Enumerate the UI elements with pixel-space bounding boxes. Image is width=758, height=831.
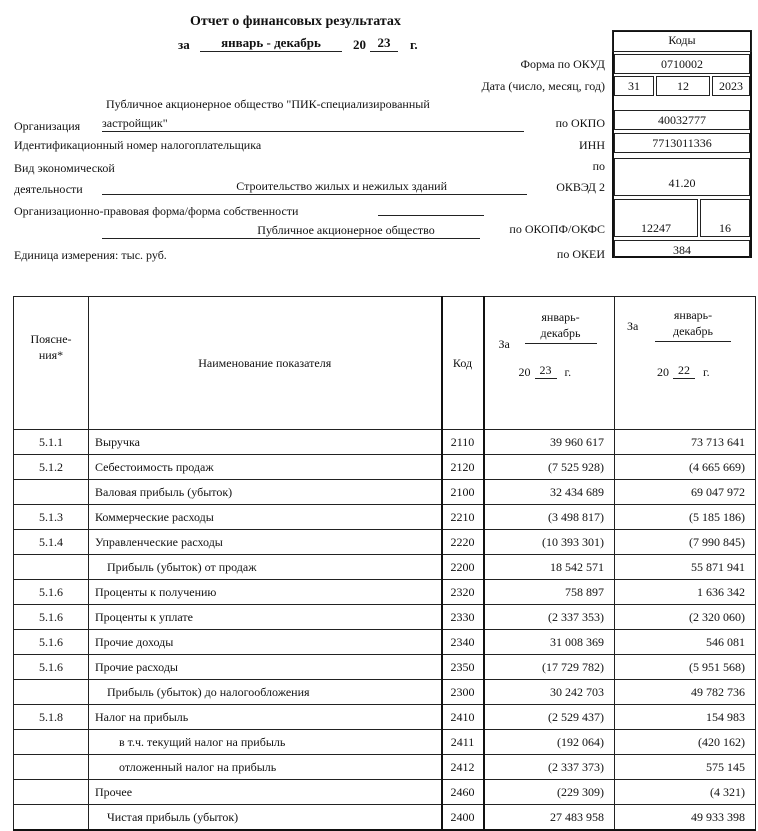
row-value-2022: (4 665 669) bbox=[615, 455, 756, 480]
row-value-2022: (2 320 060) bbox=[615, 605, 756, 630]
table-row bbox=[14, 630, 756, 655]
table-row bbox=[14, 480, 756, 505]
row-value-2023: (2 337 373) bbox=[484, 755, 615, 780]
row-kod: 2350 bbox=[442, 655, 484, 680]
row-kod: 2340 bbox=[442, 630, 484, 655]
col-header-2023 bbox=[484, 297, 615, 430]
col-header-note-text: Поясне-ния* bbox=[30, 332, 72, 362]
codes-header: Коды bbox=[612, 30, 752, 52]
row-name: Прочие доходы bbox=[89, 630, 442, 655]
row-kod: 2412 bbox=[442, 755, 484, 780]
row-name: Чистая прибыль (убыток) bbox=[89, 805, 442, 831]
date-label: Дата (число, месяц, год) bbox=[481, 79, 605, 93]
col-header-2023-g: г. bbox=[564, 365, 572, 379]
form-value bbox=[102, 223, 480, 239]
table-row bbox=[14, 755, 756, 780]
row-note bbox=[14, 755, 89, 780]
row-value-2023: 39 960 617 bbox=[484, 430, 615, 455]
row-value-2023: (192 064) bbox=[484, 730, 615, 755]
table-row bbox=[14, 555, 756, 580]
activity-value bbox=[102, 179, 527, 195]
report-period: январь - декабрь bbox=[200, 35, 342, 52]
table-row bbox=[14, 655, 756, 680]
row-value-2023: 27 483 958 bbox=[484, 805, 615, 831]
okved-value: 41.20 bbox=[614, 158, 750, 196]
row-name: Прибыль (убыток) от продаж bbox=[89, 555, 442, 580]
table-row bbox=[14, 430, 756, 455]
inn-value: 7713011336 bbox=[614, 133, 750, 153]
row-value-2023: (3 498 817) bbox=[484, 505, 615, 530]
date-year: 2023 bbox=[712, 76, 750, 96]
okud-value: 0710002 bbox=[614, 54, 750, 74]
col-header-2022-year: 22 bbox=[673, 363, 695, 379]
row-note bbox=[14, 480, 89, 505]
okpo-value: 40032777 bbox=[614, 110, 750, 130]
row-note: 5.1.6 bbox=[14, 605, 89, 630]
row-value-2022: (5 951 568) bbox=[615, 655, 756, 680]
row-kod: 2220 bbox=[442, 530, 484, 555]
row-kod: 2300 bbox=[442, 680, 484, 705]
row-kod: 2110 bbox=[442, 430, 484, 455]
inn-code-label: ИНН bbox=[579, 138, 605, 152]
okved-label-1: по bbox=[592, 159, 605, 173]
row-value-2022: 55 871 941 bbox=[615, 555, 756, 580]
row-name: Проценты к получению bbox=[89, 580, 442, 605]
row-name: отложенный налог на прибыль bbox=[89, 755, 442, 780]
row-value-2022: 49 933 398 bbox=[615, 805, 756, 831]
table-row bbox=[14, 730, 756, 755]
okpo-label: по ОКПО bbox=[555, 116, 605, 130]
table-header-row bbox=[14, 297, 756, 430]
row-value-2022: (420 162) bbox=[615, 730, 756, 755]
org-name-line1: Публичное акционерное общество "ПИК-специализированный bbox=[106, 97, 430, 111]
title-za: за bbox=[178, 37, 190, 52]
row-note: 5.1.2 bbox=[14, 455, 89, 480]
row-value-2023: (229 309) bbox=[484, 780, 615, 805]
row-kod: 2460 bbox=[442, 780, 484, 805]
col-header-2022 bbox=[615, 297, 756, 430]
col-header-2023-za: За bbox=[498, 337, 510, 351]
row-name: Коммерческие расходы bbox=[89, 505, 442, 530]
table-row bbox=[14, 455, 756, 480]
col-header-kod: Код bbox=[442, 297, 484, 430]
row-kod: 2120 bbox=[442, 455, 484, 480]
report-title: Отчет о финансовых результатах bbox=[190, 14, 401, 29]
row-value-2022: 1 636 342 bbox=[615, 580, 756, 605]
row-name: Валовая прибыль (убыток) bbox=[89, 480, 442, 505]
table-row bbox=[14, 705, 756, 730]
row-value-2022: 49 782 736 bbox=[615, 680, 756, 705]
row-kod: 2411 bbox=[442, 730, 484, 755]
row-kod: 2410 bbox=[442, 705, 484, 730]
row-value-2022: (5 185 186) bbox=[615, 505, 756, 530]
table-row bbox=[14, 680, 756, 705]
row-name: в т.ч. текущий налог на прибыль bbox=[89, 730, 442, 755]
row-name: Себестоимость продаж bbox=[89, 455, 442, 480]
table-row bbox=[14, 505, 756, 530]
activity-text: Строительство жилых и нежилых зданий bbox=[236, 179, 447, 193]
unit-label: Единица измерения: тыс. руб. bbox=[14, 248, 167, 262]
row-note: 5.1.6 bbox=[14, 580, 89, 605]
row-note: 5.1.1 bbox=[14, 430, 89, 455]
row-value-2022: 546 081 bbox=[615, 630, 756, 655]
row-value-2022: 73 713 641 bbox=[615, 430, 756, 455]
table-row bbox=[14, 580, 756, 605]
row-value-2023: 31 008 369 bbox=[484, 630, 615, 655]
row-name: Прочее bbox=[89, 780, 442, 805]
org-label: Организация bbox=[14, 119, 81, 133]
row-name: Проценты к уплате bbox=[89, 605, 442, 630]
row-value-2023: (2 529 437) bbox=[484, 705, 615, 730]
table-row bbox=[14, 605, 756, 630]
year-suffix: 23 bbox=[370, 35, 398, 52]
row-value-2023: (10 393 301) bbox=[484, 530, 615, 555]
row-kod: 2400 bbox=[442, 805, 484, 831]
row-name: Прочие расходы bbox=[89, 655, 442, 680]
row-kod: 2320 bbox=[442, 580, 484, 605]
date-day: 31 bbox=[614, 76, 654, 96]
activity-label-1: Вид экономической bbox=[14, 161, 115, 175]
col-header-2022-prefix: 20 bbox=[657, 365, 669, 379]
row-note bbox=[14, 805, 89, 831]
col-header-name: Наименование показателя bbox=[89, 297, 442, 430]
table-row bbox=[14, 805, 756, 831]
activity-label-2: деятельности bbox=[14, 182, 83, 196]
year-prefix: 20 bbox=[353, 37, 366, 52]
okei-label: по ОКЕИ bbox=[556, 247, 605, 261]
org-name-line2: застройщик" bbox=[102, 116, 524, 132]
row-note: 5.1.8 bbox=[14, 705, 89, 730]
row-note: 5.1.6 bbox=[14, 630, 89, 655]
row-note: 5.1.3 bbox=[14, 505, 89, 530]
col-header-2022-g: г. bbox=[703, 365, 710, 379]
row-kod: 2100 bbox=[442, 480, 484, 505]
okfs-value: 16 bbox=[700, 199, 750, 237]
table-row bbox=[14, 530, 756, 555]
form-label: Организационно-правовая форма/форма собственности bbox=[14, 204, 299, 218]
col-header-2023-prefix: 20 bbox=[518, 365, 531, 379]
okud-label: Форма по ОКУД bbox=[520, 57, 605, 71]
financial-table bbox=[13, 296, 756, 831]
okei-value: 384 bbox=[614, 240, 750, 258]
col-header-2023-period: январь-декабрь bbox=[525, 309, 597, 344]
row-value-2022: 69 047 972 bbox=[615, 480, 756, 505]
col-header-note bbox=[14, 297, 89, 430]
okved-label-2: ОКВЭД 2 bbox=[556, 180, 605, 194]
row-value-2022: 575 145 bbox=[615, 755, 756, 780]
row-kod: 2210 bbox=[442, 505, 484, 530]
row-name: Выручка bbox=[89, 430, 442, 455]
row-value-2023: 18 542 571 bbox=[484, 555, 615, 580]
row-value-2022: 154 983 bbox=[615, 705, 756, 730]
row-value-2023: 758 897 bbox=[484, 580, 615, 605]
year-g: г. bbox=[410, 37, 418, 52]
row-note bbox=[14, 555, 89, 580]
row-note bbox=[14, 680, 89, 705]
row-value-2023: (17 729 782) bbox=[484, 655, 615, 680]
row-note: 5.1.4 bbox=[14, 530, 89, 555]
form-text: Публичное акционерное общество bbox=[257, 223, 435, 237]
row-note: 5.1.6 bbox=[14, 655, 89, 680]
row-value-2023: 32 434 689 bbox=[484, 480, 615, 505]
row-name: Налог на прибыль bbox=[89, 705, 442, 730]
row-value-2023: 30 242 703 bbox=[484, 680, 615, 705]
row-note bbox=[14, 780, 89, 805]
row-value-2023: (7 525 928) bbox=[484, 455, 615, 480]
table-row bbox=[14, 780, 756, 805]
col-header-2022-za: За bbox=[627, 319, 639, 333]
okopf-value: 12247 bbox=[614, 199, 698, 237]
date-month: 12 bbox=[656, 76, 710, 96]
col-header-2023-year: 23 bbox=[535, 363, 557, 379]
row-name: Управленческие расходы bbox=[89, 530, 442, 555]
col-header-2022-period: январь-декабрь bbox=[655, 307, 731, 342]
inn-label: Идентификационный номер налогоплательщика bbox=[14, 138, 262, 152]
row-value-2022: (4 321) bbox=[615, 780, 756, 805]
row-value-2022: (7 990 845) bbox=[615, 530, 756, 555]
okopf-label: по ОКОПФ/ОКФС bbox=[509, 222, 605, 236]
row-kod: 2330 bbox=[442, 605, 484, 630]
form-underline bbox=[378, 202, 484, 216]
row-note bbox=[14, 730, 89, 755]
row-name: Прибыль (убыток) до налогообложения bbox=[89, 680, 442, 705]
row-kod: 2200 bbox=[442, 555, 484, 580]
row-value-2023: (2 337 353) bbox=[484, 605, 615, 630]
